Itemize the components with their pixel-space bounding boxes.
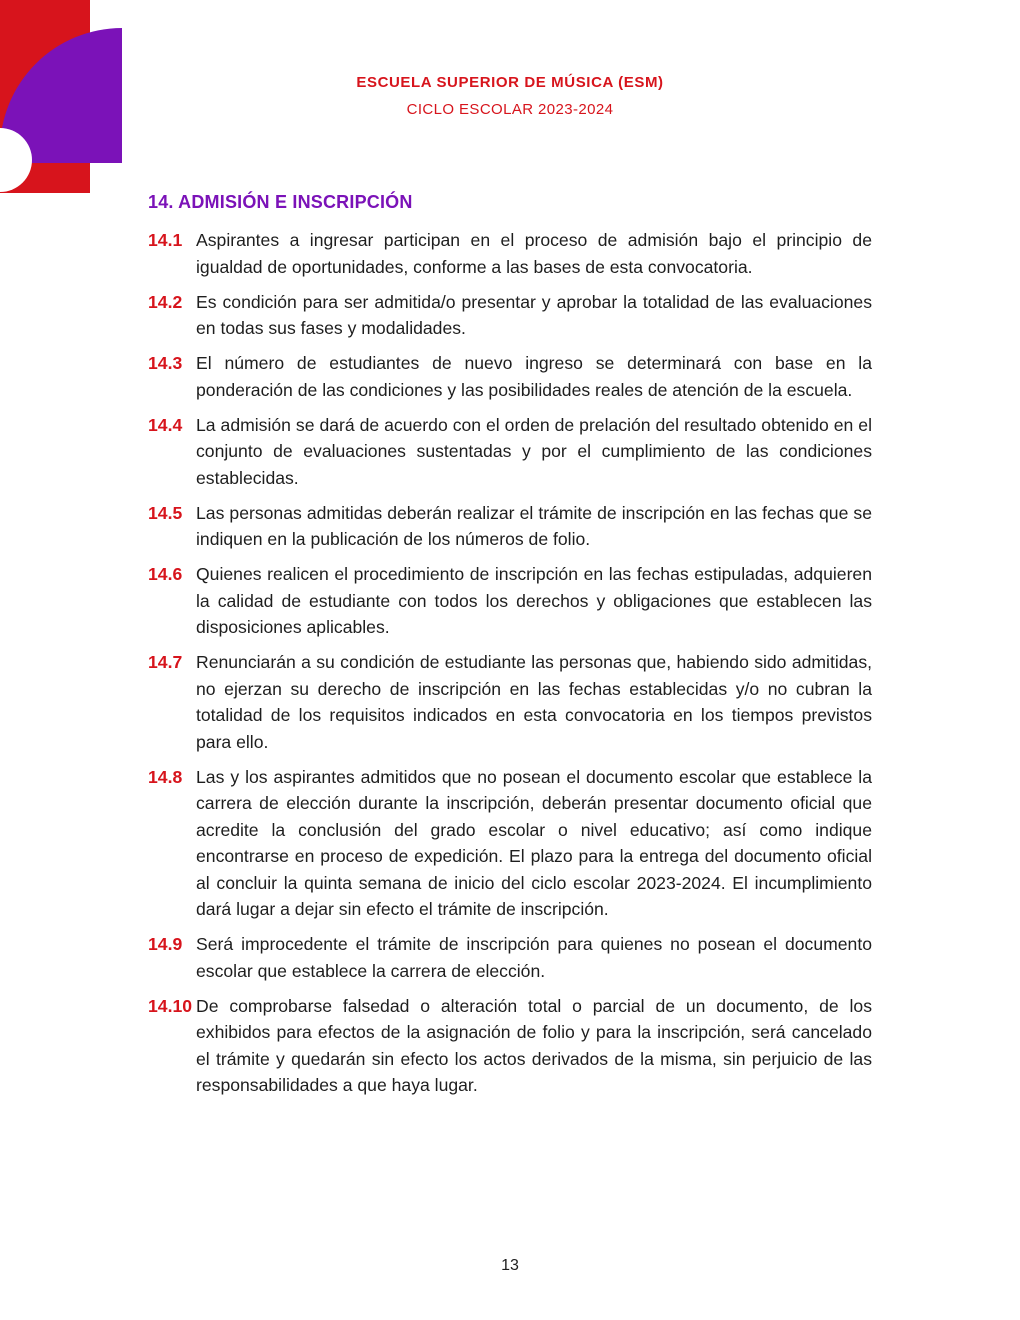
item-text: Las personas admitidas deberán realizar el trámite de inscripción en las fechas que se indiquen en la publicación de los números de folio.	[196, 502, 872, 549]
section-title: 14. ADMISIÓN E INSCRIPCIÓN	[148, 192, 413, 212]
item-text: La admisión se dará de acuerdo con el orden de prelación del resultado obtenido en el conjunto de evaluaciones sustentadas y por el cumplimiento de las condiciones establecidas.	[196, 414, 872, 488]
item-number: 14.8	[148, 766, 183, 787]
item-text: Aspirantes a ingresar participan en el proceso de admisión bajo el principio de igualdad de oportunidades, conforme a las bases de esta convocatoria.	[196, 230, 872, 277]
corner-white-cut	[90, 163, 122, 193]
list-item	[148, 993, 872, 1099]
item-text: Será improcedente el trámite de inscripción para quienes no posean el documento escolar que establece la carrera de elección.	[196, 934, 872, 981]
item-text: De comprobarse falsedad o alteración total o parcial de un documento, de los exhibidos para efectos de la asignación de folio y para la inscripción, será cancelado el trámite y quedarán sin efecto los actos derivados de la misma, sin perjuicio de las responsabilidades a que haya lugar.	[196, 995, 872, 1095]
list-item	[148, 931, 872, 984]
list-item	[148, 500, 872, 553]
item-text: Las y los aspirantes admitidos que no posean el documento escolar que establece la carrera de elección durante la inscripción, deberán presentar documento oficial que acredite la conclusión del grado escolar o nivel educativo; así como indique encontrarse en proceso de expedición. El plazo para la entrega del documento oficial al concluir la quinta semana de inicio del ciclo escolar 2023-2024. El incumplimiento dará lugar a dejar sin efecto el trámite de inscripción.	[196, 766, 872, 919]
list-item	[148, 350, 872, 403]
header-school-name: ESCUELA SUPERIOR DE MÚSICA (ESM)	[356, 74, 664, 91]
item-number: 14.9	[148, 934, 183, 954]
item-text: El número de estudiantes de nuevo ingreso se determinará con base en la ponderación de las condiciones y las posibilidades reales de atención de la escuela.	[196, 353, 872, 400]
list-item	[148, 561, 872, 641]
list-item	[148, 764, 872, 923]
item-number: 14.7	[148, 652, 183, 672]
item-text: Renunciarán a su condición de estudiante las personas que, habiendo sido admitidas, no ejerzan su derecho de inscripción en las fechas establecidas y/o no cubran la totalidad de los requisitos indicados en esta convocatoria en los tiempos previstos para ello.	[196, 652, 872, 752]
list-item	[148, 412, 872, 492]
list-item	[148, 649, 872, 755]
item-number: 14.3	[148, 353, 183, 373]
item-number: 14.4	[148, 414, 183, 435]
item-number: 14.10	[148, 995, 193, 1016]
admission-items-list	[148, 227, 872, 1107]
list-item	[148, 289, 872, 342]
item-text: Es condición para ser admitida/o presentar y aprobar la totalidad de las evaluaciones en todas sus fases y modalidades.	[196, 291, 872, 338]
item-number: 14.6	[148, 564, 183, 584]
item-number: 14.5	[148, 502, 183, 523]
item-number: 14.1	[148, 230, 183, 250]
header-school-cycle: CICLO ESCOLAR 2023-2024	[406, 101, 614, 118]
item-number: 14.2	[148, 291, 183, 312]
corner-decoration	[0, 0, 122, 193]
item-text: Quienes realicen el procedimiento de inscripción en las fechas estipuladas, adquieren la calidad de estudiante con todos los derechos y obligaciones que establecen las disposiciones aplicables.	[196, 564, 872, 637]
list-item	[148, 227, 872, 280]
page-number: 13	[501, 1257, 519, 1274]
